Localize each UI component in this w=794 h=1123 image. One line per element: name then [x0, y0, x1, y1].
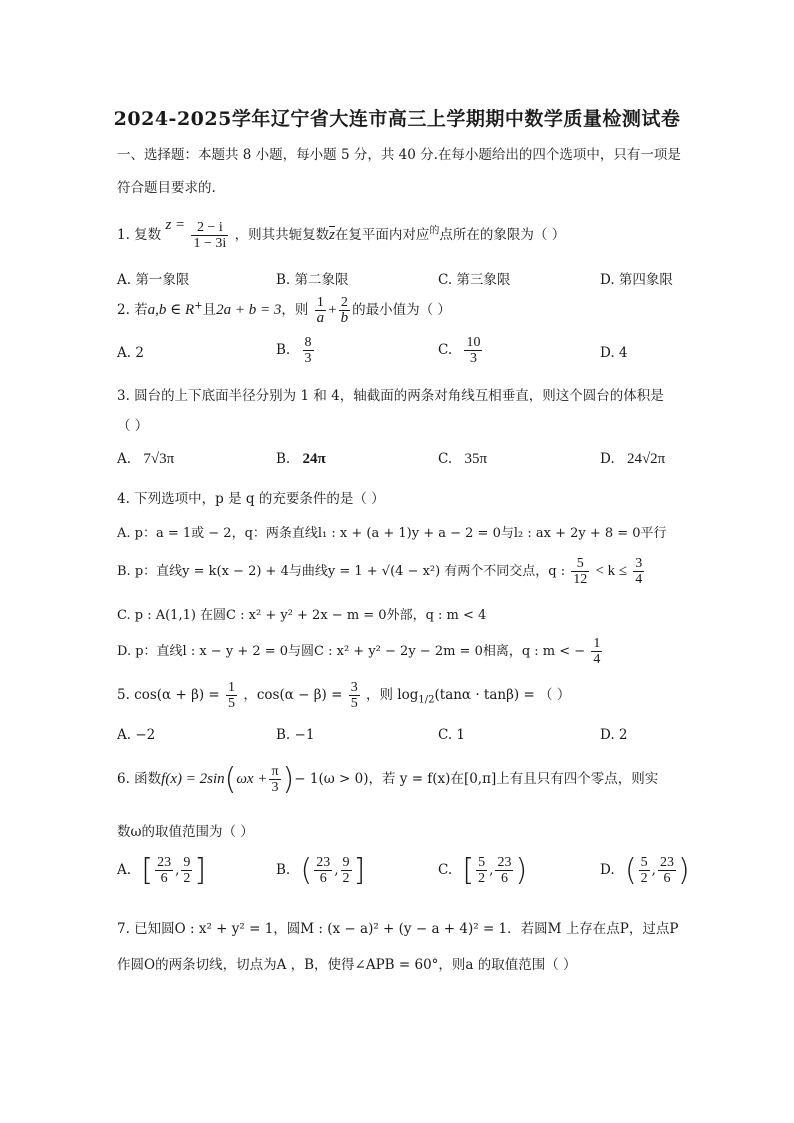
question-7-line2: 作圆O的两条切线，切点为A ，B，使得∠APB = 60°，则a 的取值范围（ ） [117, 957, 577, 973]
question-5-stem: 5. cos(α + β) = $\frac{1}{5}$ ，cos(α − β) = $\frac{3}{5}$ ，则 $\log_{1/2}(\tan\alpha \cdot \tan\beta)$ = （ ） [117, 680, 571, 711]
question-1-stem: 1. 复数 z = $\frac{2 - i}{1 - 3i}$ ，则其共轭复数$\overline{z}$在复平面内对应$^的$点所在的象限为（ ） [117, 217, 566, 251]
q1-option-d: D. 第四象限 [600, 272, 673, 288]
q2-option-d: D. 4 [600, 345, 628, 361]
q1-option-a: A. 第一象限 [117, 272, 190, 288]
section-header-line1: 一、选择题：本题共 8 小题，每小题 5 分，共 40 分.在每小题给出的四个选项中，只有一项是 [117, 147, 681, 163]
question-3-line2: （ ） [117, 418, 149, 434]
q6-option-a: A. [ $\frac{23}{6}$ , $\frac{9}{2}$ ] [117, 853, 207, 888]
fraction-numerator: 9 [183, 855, 191, 870]
q3-option-b: B. 24π [276, 451, 326, 467]
q2-option-a: A. 2 [117, 345, 144, 361]
fraction-numerator: 9 [342, 855, 350, 870]
fraction-numerator: 5 [640, 855, 648, 870]
fraction-denominator: 6 [160, 871, 168, 886]
q6-option-b: B. ( $\frac{23}{6}$ , $\frac{9}{2}$ ] [276, 853, 366, 888]
question-4-stem: 4. 下列选项中，p 是 q 的充要条件的是（ ） [117, 491, 385, 507]
q5-option-b: B. −1 [276, 727, 315, 743]
fraction-numerator: 23 [157, 855, 172, 870]
fraction-denominator: 2 [183, 871, 191, 886]
question-6-line2: 数ω的取值范围为（ ） [117, 824, 254, 840]
q1-fraction: $\frac{2 - i}{1 - 3i}$ [193, 220, 227, 251]
fraction-numerator: 23 [316, 855, 331, 870]
fraction-denominator: 2 [478, 871, 486, 886]
q6-option-c: C. [ $\frac{5}{2}$ , $\frac{23}{6}$ ) [438, 853, 528, 888]
q3-option-d: D. 24√2π [600, 451, 666, 467]
question-7-line1: 7. 已知圆O : x² + y² = 1，圆M : (x − a)² + (y − a + 4)² = 1．若圆M 上存在点P，过点P [117, 921, 679, 937]
question-6-stem: 6. 函数f(x) = 2sin(ωx + $\frac{\pi}{3}$ )− 1(ω > 0)，若 y = f(x)在[0,π]上有且只有四个零点，则实 [117, 762, 659, 797]
fraction-numerator: 23 [659, 855, 674, 870]
q4-option-b: B. p：直线y = k(x − 2) + 4与曲线y = 1 + √(4 − x²) 有两个不同交点，q : $\frac{5}{12}$ < k ≤ $\frac{3}{4}$ [117, 556, 643, 587]
q5-option-c: C. 1 [438, 727, 466, 743]
question-3-line1: 3. 圆台的上下底面半径分别为 1 和 4，轴截面的两条对角线互相垂直，则这个圆台的体积是 [117, 388, 664, 404]
fraction-numerator: 5 [478, 855, 486, 870]
q2-option-b: B. $\frac{8}{3}$ [276, 335, 312, 366]
page-title: 2024-2025学年辽宁省大连市高三上学期期中数学质量检测试卷 [113, 108, 681, 130]
q1-option-b: B. 第二象限 [276, 272, 349, 288]
q1-option-c: C. 第三象限 [438, 272, 511, 288]
section-header-line2: 符合题目要求的. [117, 180, 216, 196]
q4-option-a: A. p：a = 1或 − 2，q：两条直线l₁ : x + (a + 1)y + a − 2 = 0与l₂ : ax + 2y + 8 = 0平行 [117, 526, 667, 541]
q4-option-d: D. p：直线l : x − y + 2 = 0与圆C : x² + y² − 2y − 2m = 0相离，q : m < − $\frac{1}{4}$ [117, 636, 601, 667]
fraction-denominator: 2 [342, 871, 350, 886]
fraction-denominator: 6 [319, 871, 327, 886]
q5-option-d: D. 2 [600, 727, 628, 743]
q4-option-c: C. p : A(1,1) 在圆C : x² + y² + 2x − m = 0外部，q : m < 4 [117, 608, 487, 623]
q3-option-c: C. 35π [438, 451, 488, 467]
q2-option-c: C. $\frac{10}{3}$ [438, 335, 481, 366]
fraction-denominator: 2 [640, 871, 648, 886]
q6-option-d: D. ( $\frac{5}{2}$ , $\frac{23}{6}$ ) [600, 853, 690, 888]
fraction-denominator: 6 [500, 871, 508, 886]
fraction-denominator: 6 [663, 871, 671, 886]
q5-option-a: A. −2 [117, 727, 156, 743]
question-2-stem: 2. 若a,b ∈ R+且2a + b = 3，则 $\frac{1}{a}$ + $\frac{2}{b}$ 的最小值为（ ） [117, 295, 451, 326]
q3-option-a: A. 7√3π [117, 451, 175, 467]
fraction-numerator: 23 [497, 855, 512, 870]
